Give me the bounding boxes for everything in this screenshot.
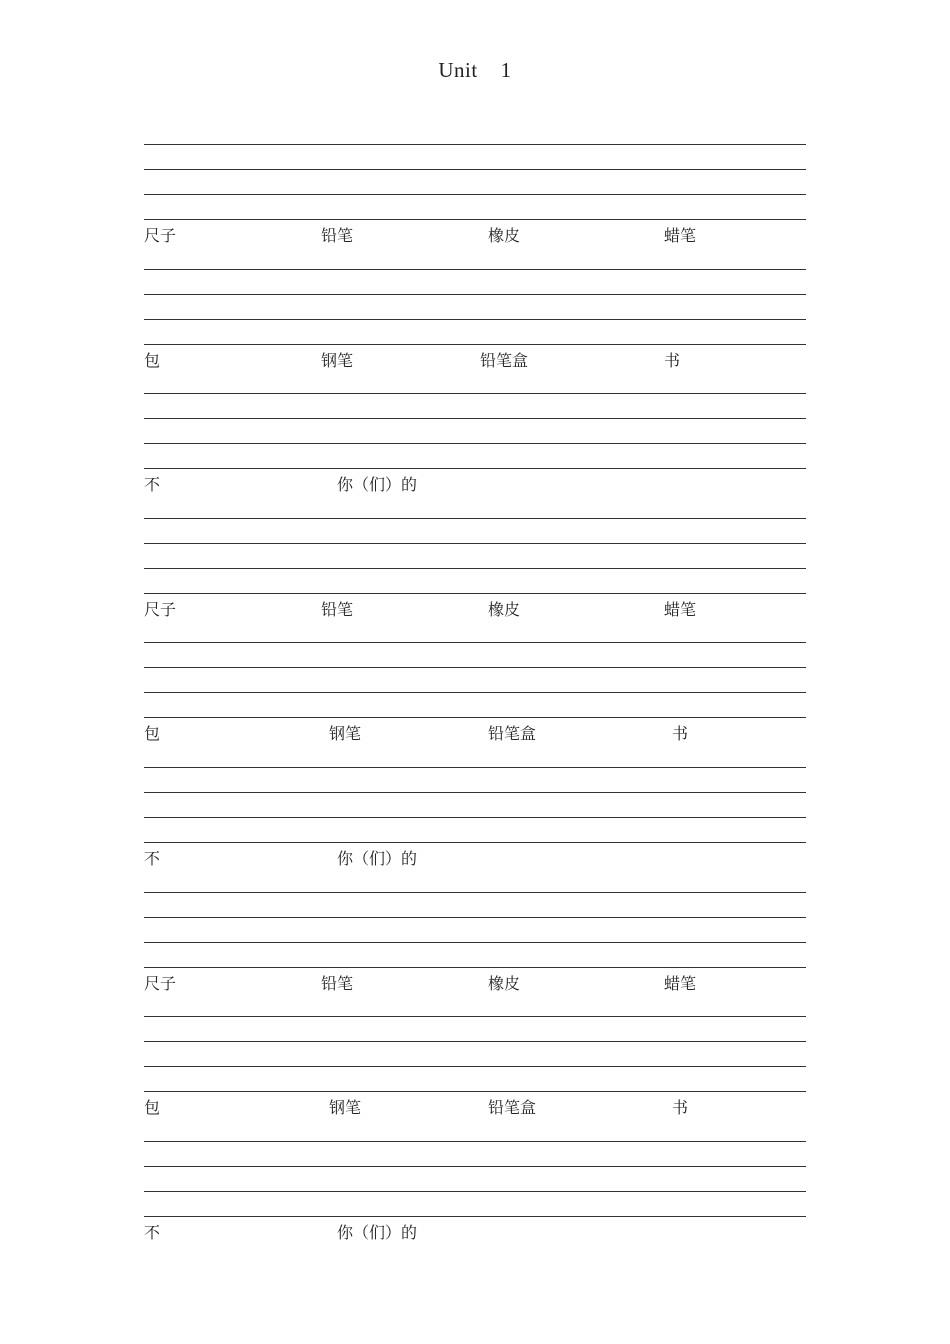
writing-line: [144, 319, 806, 320]
writing-line: [144, 194, 806, 195]
writing-line: [144, 792, 806, 793]
vocab-word: 包: [144, 1098, 161, 1117]
writing-line: [144, 692, 806, 693]
writing-line: [144, 1016, 806, 1017]
vocab-word: 蜡笔: [664, 974, 697, 993]
writing-line: [144, 1141, 806, 1142]
writing-line: [144, 642, 806, 643]
writing-line: [144, 294, 806, 295]
vocab-word: 不: [144, 1223, 161, 1242]
writing-line: [144, 1091, 806, 1092]
vocab-word: 书: [672, 724, 689, 743]
vocab-word: 书: [664, 351, 681, 370]
vocab-word: 你（们）的: [337, 475, 418, 494]
vocab-word: 铅笔: [321, 600, 354, 619]
writing-line: [144, 344, 806, 345]
writing-line: [144, 817, 806, 818]
writing-line: [144, 667, 806, 668]
writing-line: [144, 1216, 806, 1217]
writing-line: [144, 144, 806, 145]
writing-line: [144, 917, 806, 918]
writing-line: [144, 1191, 806, 1192]
vocab-word: 你（们）的: [337, 1223, 418, 1242]
vocab-word: 铅笔: [321, 974, 354, 993]
writing-line: [144, 518, 806, 519]
writing-line: [144, 942, 806, 943]
writing-line: [144, 892, 806, 893]
vocab-word: 铅笔盒: [488, 1098, 537, 1117]
vocab-word: 橡皮: [488, 226, 521, 245]
writing-line: [144, 418, 806, 419]
vocab-word: 包: [144, 351, 161, 370]
vocab-word: 尺子: [144, 600, 177, 619]
writing-line: [144, 393, 806, 394]
page-title: Unit 1: [438, 58, 512, 82]
writing-line: [144, 269, 806, 270]
vocab-word: 橡皮: [488, 600, 521, 619]
writing-line: [144, 443, 806, 444]
writing-line: [144, 169, 806, 170]
vocab-word: 钢笔: [329, 724, 362, 743]
writing-line: [144, 1041, 806, 1042]
writing-line: [144, 568, 806, 569]
vocab-word: 蜡笔: [664, 600, 697, 619]
vocab-word: 蜡笔: [664, 226, 697, 245]
writing-line: [144, 842, 806, 843]
vocab-word: 铅笔: [321, 226, 354, 245]
vocab-word: 钢笔: [329, 1098, 362, 1117]
writing-line: [144, 967, 806, 968]
vocab-word: 尺子: [144, 226, 177, 245]
vocab-word: 书: [672, 1098, 689, 1117]
vocab-word: 不: [144, 475, 161, 494]
vocab-word: 包: [144, 724, 161, 743]
writing-line: [144, 468, 806, 469]
vocab-word: 铅笔盒: [488, 724, 537, 743]
vocab-word: 尺子: [144, 974, 177, 993]
vocab-word: 橡皮: [488, 974, 521, 993]
writing-line: [144, 219, 806, 220]
writing-line: [144, 593, 806, 594]
writing-line: [144, 767, 806, 768]
vocab-word: 不: [144, 849, 161, 868]
writing-line: [144, 717, 806, 718]
writing-line: [144, 543, 806, 544]
vocab-word: 你（们）的: [337, 849, 418, 868]
vocab-word: 钢笔: [321, 351, 354, 370]
writing-line: [144, 1166, 806, 1167]
writing-line: [144, 1066, 806, 1067]
vocab-word: 铅笔盒: [480, 351, 529, 370]
